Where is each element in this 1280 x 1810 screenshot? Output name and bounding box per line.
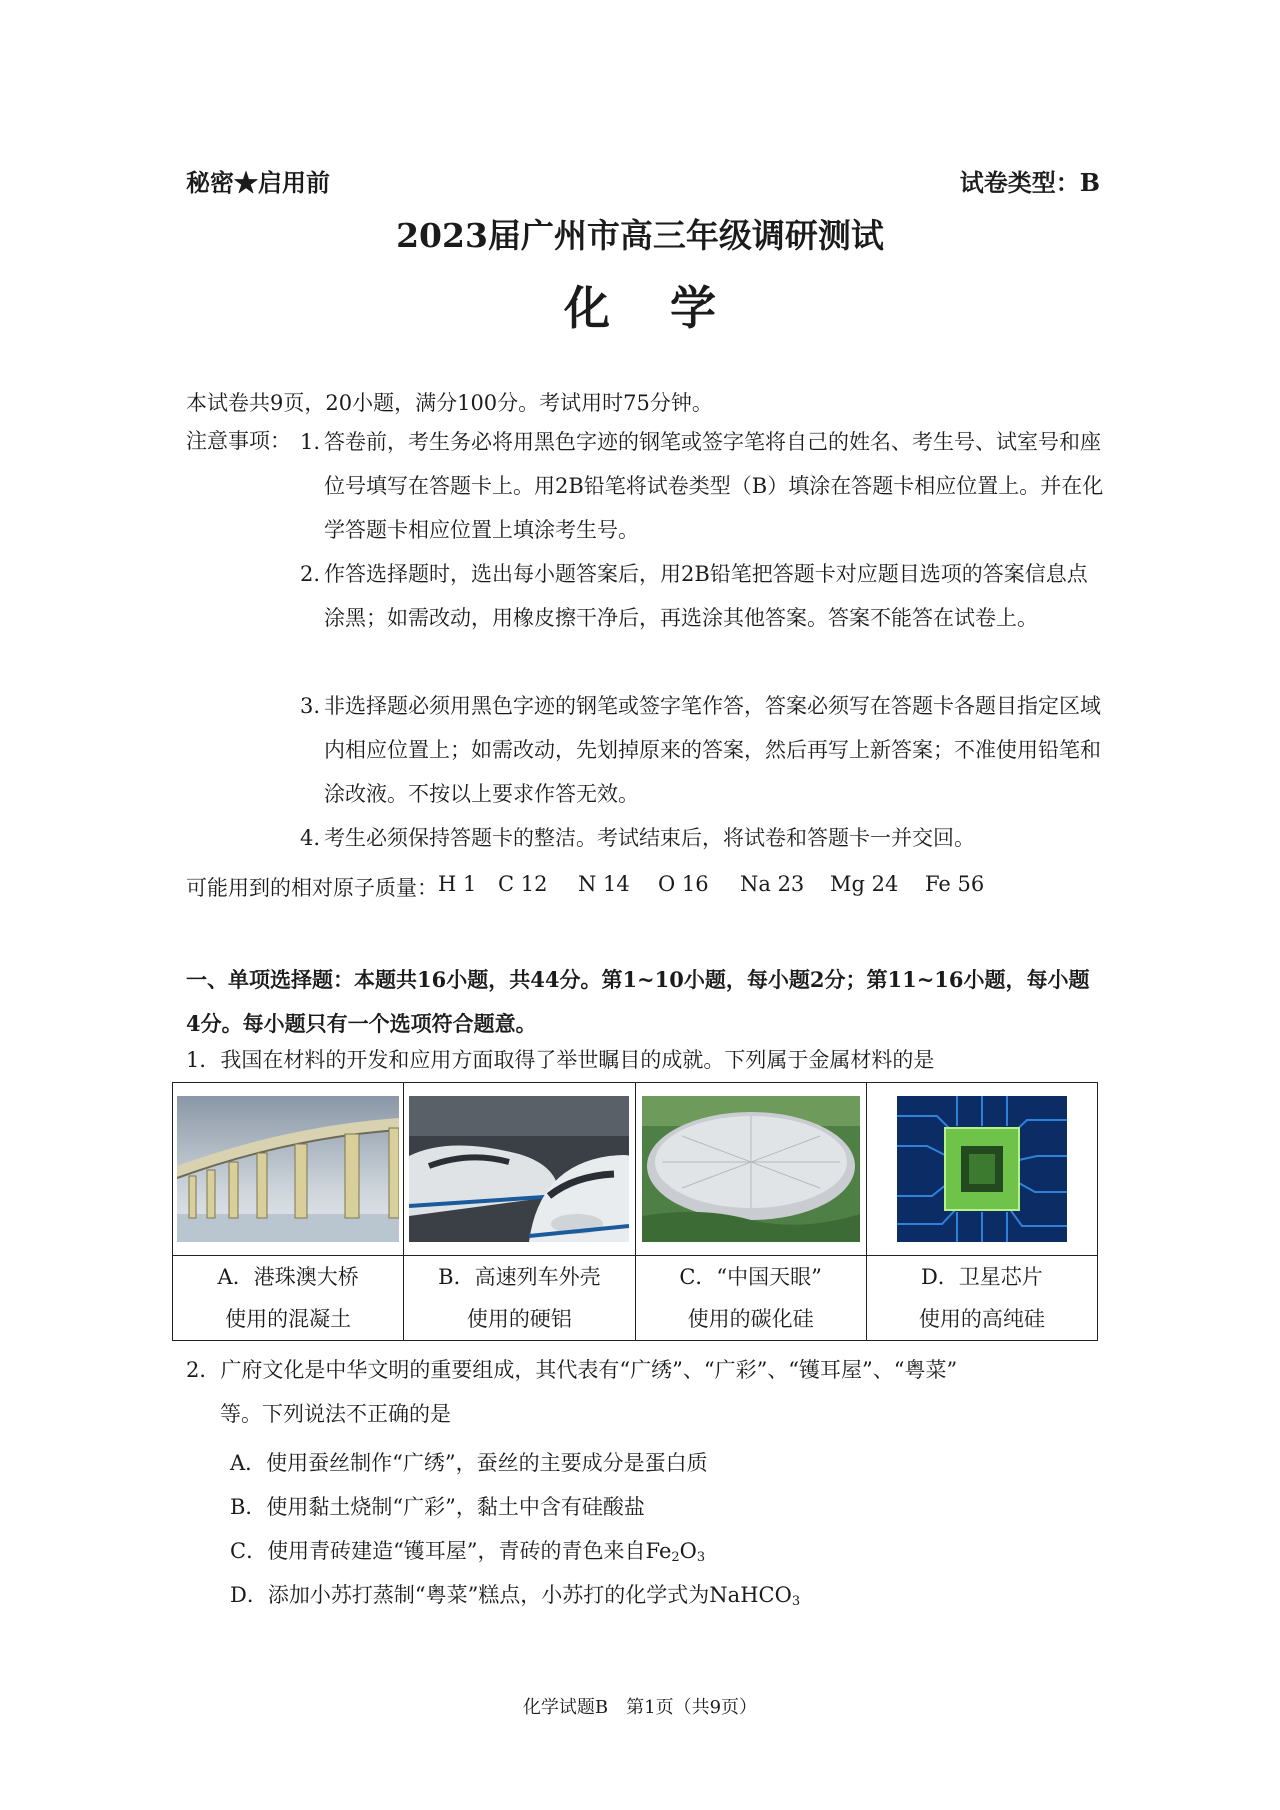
- note-number: 4.: [300, 826, 321, 850]
- option-b-label: B．高速列车外壳: [438, 1265, 601, 1289]
- train-image: [409, 1096, 629, 1242]
- subscript: 3: [696, 1550, 706, 1565]
- option-a-detail: 使用的混凝土: [225, 1307, 352, 1331]
- subscript: 2: [671, 1550, 680, 1565]
- option-d-label: D．卫星芯片: [920, 1265, 1043, 1289]
- note-text: 非选择题必须用黑色字迹的钢笔或签字笔作答，答案必须写在答题卡各题目指定区域内相应位置上；如需改动，先划掉原来的答案，然后再写上新答案；不准使用铅笔和涂改液。不按以上要求作答无效。: [324, 694, 1101, 806]
- subscript: 3: [791, 1594, 801, 1609]
- option-b-image-cell: [404, 1083, 635, 1256]
- option-b-caption: [404, 1256, 635, 1341]
- section-heading: 一、单项选择题：本题共16小题，共44分。第1~10小题，每小题2分；第11~16小题，每小题4分。每小题只有一个选项符合题意。: [186, 967, 1090, 1036]
- option-c-caption: [635, 1256, 866, 1341]
- note-number: 3.: [300, 694, 321, 718]
- note-number: 1.: [300, 430, 321, 454]
- atomic-masses-label: 可能用到的相对原子质量：: [186, 876, 438, 900]
- mass-na: Na 23: [740, 872, 805, 896]
- intro-text: 本试卷共9页，20小题，满分100分。考试用时75分钟。: [186, 391, 713, 415]
- option-a-label: A．港珠澳大桥: [217, 1265, 359, 1289]
- mass-c: C 12: [498, 872, 548, 896]
- question-2-stem-line1: 2．广府文化是中华文明的重要组成，其代表有“广绣”、“广彩”、“镬耳屋”、“粤菜”: [186, 1358, 958, 1382]
- paper-type-label: 试卷类型：B: [959, 168, 1100, 197]
- question-1-stem: 1．我国在材料的开发和应用方面取得了举世瞩目的成就。下列属于金属材料的是: [186, 1048, 935, 1072]
- question-2-stem-line2: 等。下列说法不正确的是: [220, 1402, 451, 1426]
- option-d-image-cell: [866, 1083, 1097, 1256]
- atomic-masses: [186, 872, 984, 902]
- option-a-caption: [173, 1256, 404, 1341]
- option-c-text-oxygen: O: [679, 1539, 697, 1563]
- option-c-label: C．“中国天眼”: [679, 1265, 822, 1289]
- question-2-option-c: [230, 1535, 705, 1565]
- mass-n: N 14: [578, 872, 630, 896]
- option-c-text: C．使用青砖建造“镬耳屋”，青砖的青色来自Fe: [230, 1539, 672, 1563]
- option-d-detail: 使用的高纯硅: [918, 1307, 1045, 1331]
- question-2-option-a: A．使用蚕丝制作“广绣”，蚕丝的主要成分是蛋白质: [230, 1451, 708, 1475]
- note-item-3: [300, 684, 1106, 816]
- subject-title: 化学: [564, 281, 776, 335]
- question-2-stem: [186, 1348, 1104, 1436]
- page-footer: 化学试题B 第1页（共9页）: [522, 1697, 758, 1718]
- telescope-image: [642, 1096, 860, 1242]
- question-2-option-d: [230, 1579, 800, 1609]
- option-b-detail: 使用的硬铝: [466, 1307, 572, 1331]
- note-text: 考生必须保持答题卡的整洁。考试结束后，将试卷和答题卡一并交回。: [324, 826, 975, 850]
- mass-o: O 16: [658, 872, 709, 896]
- notes-label: 注意事项：: [186, 429, 291, 453]
- option-c-detail: 使用的碳化硅: [687, 1307, 814, 1331]
- note-number: 2.: [300, 562, 321, 586]
- option-c-image-cell: [635, 1083, 866, 1256]
- note-text: 作答选择题时，选出每小题答案后，用2B铅笔把答题卡对应题目选项的答案信息点涂黑；如需改动，用橡皮擦干净后，再选涂其他答案。答案不能答在试卷上。: [324, 562, 1088, 630]
- note-item-2: [300, 552, 1106, 640]
- mass-mg: Mg 24: [830, 872, 899, 896]
- exam-title: 2023届广州市高三年级调研测试: [396, 216, 884, 255]
- confidential-label: 秘密★启用前: [186, 168, 330, 197]
- note-item-1: [300, 420, 1106, 552]
- bridge-image: [177, 1096, 399, 1242]
- question-1-options-table: [172, 1082, 1098, 1341]
- option-a-image-cell: [173, 1083, 404, 1256]
- chip-image: [897, 1096, 1067, 1242]
- mass-h: H 1: [438, 872, 477, 896]
- note-text: 答卷前，考生务必将用黑色字迹的钢笔或签字笔将自己的姓名、考生号、试室号和座位号填写在答题卡上。用2B铅笔将试卷类型（B）填涂在答题卡相应位置上。并在化学答题卡相应位置上填涂考生号。: [324, 430, 1104, 542]
- note-item-4: [300, 816, 1106, 860]
- option-d-caption: [866, 1256, 1097, 1341]
- mass-fe: Fe 56: [925, 872, 985, 896]
- option-d-text: D．添加小苏打蒸制“粤菜”糕点，小苏打的化学式为NaHCO: [230, 1583, 792, 1607]
- question-2-option-b: B．使用黏土烧制“广彩”，黏土中含有硅酸盐: [230, 1495, 645, 1519]
